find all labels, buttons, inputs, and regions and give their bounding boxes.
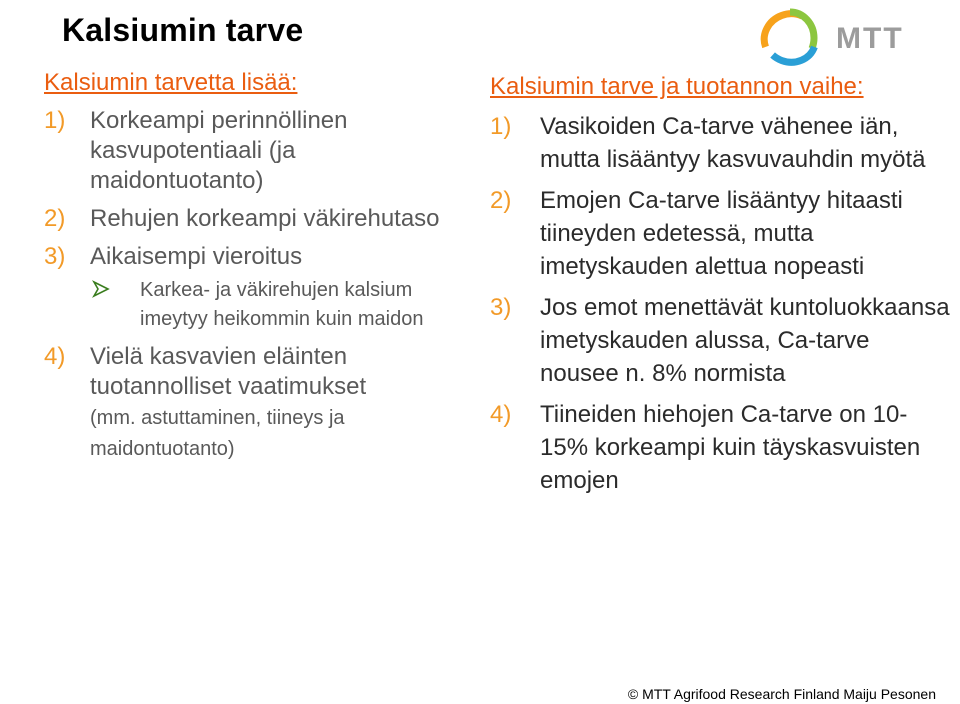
item-text: Vasikoiden Ca-tarve vähenee iän, mutta lisääntyy kasvuvauhdin myötä (540, 113, 926, 173)
item-number: 1) (44, 107, 66, 134)
sub-item-text: Karkea- ja väkirehujen kalsium imeytyy heikommin kuin maidon (140, 279, 424, 330)
left-heading: Kalsiumin tarvetta lisää: (44, 69, 298, 96)
item-number: 4) (490, 401, 512, 428)
item-number: 1) (490, 113, 512, 140)
page-title: Kalsiumin tarve (62, 12, 304, 48)
item-number: 4) (44, 343, 66, 370)
item-text (90, 342, 474, 464)
item-text: Emojen Ca-tarve lisääntyy hitaasti tiineyden edetessä, mutta imetyskauden alettua nopeasti (540, 187, 903, 280)
left-column (44, 68, 474, 464)
list-item (490, 398, 950, 497)
list-item (490, 291, 950, 390)
item-text: Korkeampi perinnöllinen kasvupotentiaali (ja maidontuotanto) (90, 107, 348, 194)
list-item (44, 342, 474, 464)
item-number: 3) (44, 243, 66, 270)
list-item (44, 204, 474, 234)
sub-list-item (92, 276, 474, 334)
list-item (44, 242, 474, 272)
item-number: 2) (44, 205, 66, 232)
logo-text: MTT (836, 22, 904, 55)
item-number: 2) (490, 187, 512, 214)
item-text: Tiineiden hiehojen Ca-tarve on 10-15% korkeampi kuin täyskasvuisten emojen (540, 401, 921, 494)
arrow-bullet-icon (92, 276, 140, 334)
right-heading (490, 72, 950, 102)
item-text: Aikaisempi vieroitus (90, 243, 303, 270)
right-column (490, 72, 950, 497)
item-note: (mm. astuttaminen, tiineys ja maidontuotanto) (90, 407, 345, 460)
item-number: 3) (490, 294, 512, 321)
item-text: Rehujen korkeampi väkirehutaso (90, 205, 440, 232)
item-text: Jos emot menettävät kuntoluokkaansa imetyskauden alussa, Ca-tarve nousee n. 8% normista (540, 294, 950, 387)
list-item (490, 184, 950, 283)
list-item (490, 110, 950, 176)
item-main-text: Vielä kasvavien eläinten tuotannolliset vaatimukset (90, 343, 367, 400)
list-item (44, 106, 474, 196)
right-heading-text: Kalsiumin tarve ja tuotannon vaihe: (490, 73, 864, 100)
copyright-footer: © MTT Agrifood Research Finland Maiju Pesonen (627, 686, 936, 702)
